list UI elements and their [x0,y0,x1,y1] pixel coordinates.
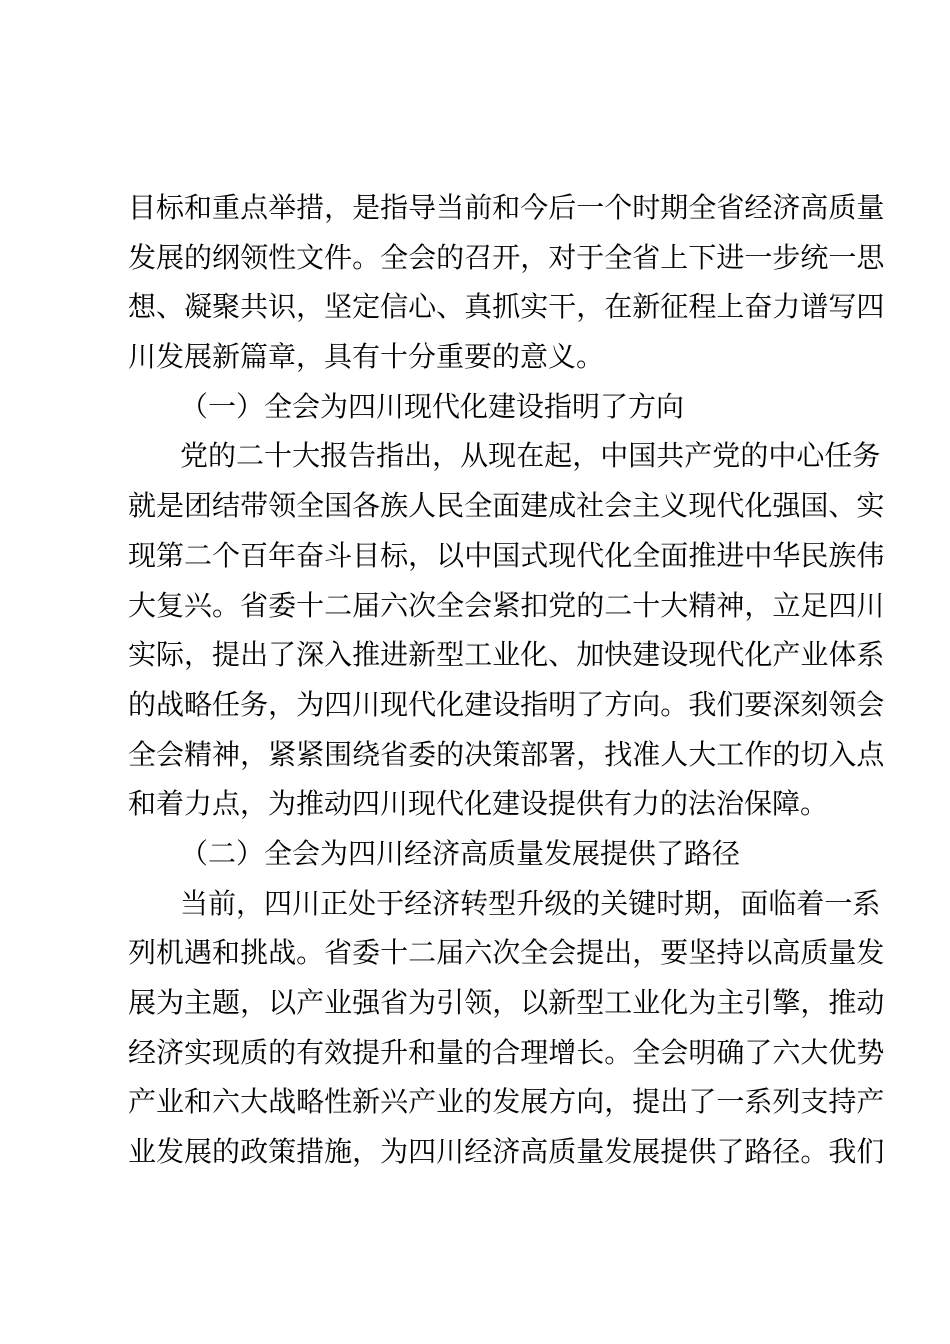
paragraph-line: 目 标 和 重 点 举 措 ， 是 指 导 当 前 和 今 后 一 个 时 期 全 省 经 济 高 质 量 [128,191,885,224]
paragraph-line: 和着力点，为推动四川现代化建设提供有力的法治保障。 [128,787,829,821]
paragraph-line: 全 会 精 神 ， 紧 紧 围 绕 省 委 的 决 策 部 署 ， 找 准 人 大 工 作 的 切 入 点 [128,737,885,771]
paragraph-line: 川发展新篇章，具有十分重要的意义。 [128,340,605,374]
paragraph-line: 展 为 主 题 ， 以 产 业 强 省 为 引 领 ， 以 新 型 工 业 化 为 主 引 擎 ， 推 动 [128,986,885,1019]
paragraph-line: 列 机 遇 和 挑 战 。 省 委 十 二 届 六 次 全 会 提 出 ， 要 坚 持 以 高 质 量 发 [128,936,885,970]
paragraph-line: 当 前 ， 四 川 正 处 于 经 济 转 型 升 级 的 关 键 时 期 ， 面 临 着 一 系 [180,886,881,920]
section-heading: （一）全会为四川现代化建设指明了方向 [180,389,685,423]
paragraph-line: 大 复 兴 。 省 委 十 二 届 六 次 全 会 紧 扣 党 的 二 十 大 精 神 ， 立 足 四 川 [128,588,885,622]
paragraph-line: 想 、 凝 聚 共 识 ， 坚 定 信 心 、 真 抓 实 干 ， 在 新 征 程 上 奋 力 谱 写 四 [128,290,885,324]
paragraph-line: 业 发 展 的 政 策 措 施 ， 为 四 川 经 济 高 质 量 发 展 提 供 了 路 径 。 我 们 [128,1135,885,1169]
paragraph-line: 经 济 实 现 质 的 有 效 提 升 和 量 的 合 理 增 长 。 全 会 明 确 了 六 大 优 势 [128,1035,885,1069]
paragraph-line: 实 际 ， 提 出 了 深 入 推 进 新 型 工 业 化 、 加 快 建 设 现 代 化 产 业 体 系 [128,638,885,672]
paragraph-line: 的 战 略 任 务 ， 为 四 川 现 代 化 建 设 指 明 了 方 向 。 我 们 要 深 刻 领 会 [128,687,885,721]
paragraph-line: 发 展 的 纲 领 性 文 件 。 全 会 的 召 开 ， 对 于 全 省 上 下 进 一 步 统 一 思 [128,240,885,274]
section-heading: （二）全会为四川经济高质量发展提供了路径 [180,836,741,870]
paragraph-line: 现 第 二 个 百 年 奋 斗 目 标 ， 以 中 国 式 现 代 化 全 面 推 进 中 华 民 族 伟 [128,538,885,572]
paragraph-line: 就 是 团 结 带 领 全 国 各 族 人 民 全 面 建 成 社 会 主 义 现 代 化 强 国 、 实 [128,489,885,523]
body-text [128,183,885,1177]
paragraph-line: 产 业 和 六 大 战 略 性 新 兴 产 业 的 发 展 方 向 ， 提 出 了 一 系 列 支 持 产 [128,1085,885,1119]
paragraph-line: 党 的 二 十 大 报 告 指 出 ， 从 现 在 起 ， 中 国 共 产 党 的 中 心 任 务 [180,439,881,473]
